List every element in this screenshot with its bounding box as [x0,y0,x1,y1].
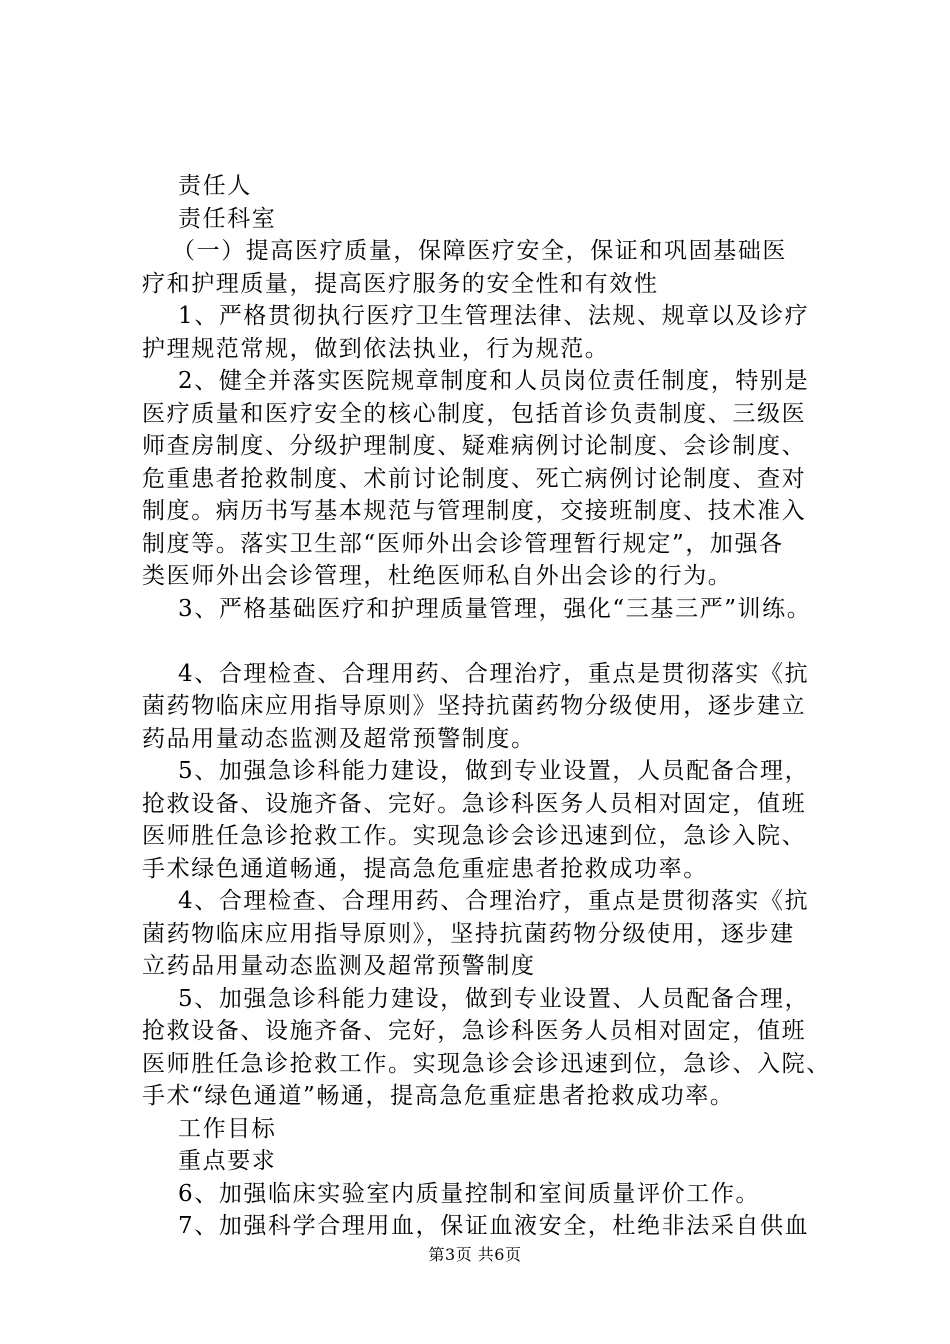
text-line: 医疗质量和医疗安全的核心制度，包括首诊负责制度、三级医 [142,400,807,427]
section-heading-line: 疗和护理质量，提高医疗服务的安全性和有效性 [142,270,659,297]
text-line: 手术“绿色通道”畅通，提高急危重症患者抢救成功率。 [142,1083,735,1109]
text-line: 医师胜任急诊抢救工作。实现急诊会诊迅速到位，急诊、入院、 [142,1050,831,1077]
text-line: 2、健全并落实医院规章制度和人员岗位责任制度，特别是 [178,368,810,394]
text-line: 师查房制度、分级护理制度、疑难病例讨论制度、会诊制度、 [142,433,807,459]
text-line: 责任人 [178,173,252,199]
text-line: 制度等。落实卫生部“医师外出会诊管理暂行规定”，加强各 [142,530,784,557]
text-line: 4、合理检查、合理用药、合理治疗，重点是贯彻落实《抗 [178,660,810,687]
text-line: 立药品用量动态监测及超常预警制度 [142,953,536,979]
section-heading-line: （一）提高医疗质量，保障医疗安全，保证和巩固基础医 [172,238,787,264]
text-line: 重点要求 [178,1148,277,1174]
text-line: 手术绿色通道畅通，提高急危重症患者抢救成功率。 [142,855,708,882]
text-line: 1、严格贯彻执行医疗卫生管理法律、法规、规章以及诊疗 [178,303,810,329]
text-line: 7、加强科学合理用血，保证血液安全，杜绝非法采自供血 [178,1213,810,1239]
text-line: 责任科室 [178,205,277,232]
text-line: 抢救设备、设施齐备、完好，急诊科医务人员相对固定，值班 [142,1018,807,1044]
text-line: 5、加强急诊科能力建设，做到专业设置，人员配备合理， [178,758,810,784]
blank-line [142,625,842,658]
text-line: 6、加强临床实验室内质量控制和室间质量评价工作。 [178,1180,761,1207]
text-line: 类医师外出会诊管理，杜绝医师私自外出会诊的行为。 [142,563,733,589]
text-line: 抢救设备、设施齐备、完好。急诊科医务人员相对固定，值班 [142,790,807,817]
text-line: 5、加强急诊科能力建设，做到专业设置、人员配备合理， [178,985,810,1012]
text-line: 4、合理检查、合理用药、合理治疗，重点是贯彻落实《抗 [178,888,810,914]
text-line: 工作目标 [178,1115,277,1142]
page-number-footer: 第3页 共6页 [428,1245,522,1264]
text-line: 药品用量动态监测及超常预警制度。 [142,725,536,752]
text-line: 制度。病历书写基本规范与管理制度，交接班制度、技术准入 [142,498,807,524]
text-line: 危重患者抢救制度、术前讨论制度、死亡病例讨论制度、查对 [142,465,807,492]
text-line: 3、严格基础医疗和护理质量管理，强化“三基三严”训练。 [178,595,812,622]
text-line: 护理规范常规，做到依法执业，行为规范。 [142,335,610,362]
text-line: 医师胜任急诊抢救工作。实现急诊会诊迅速到位，急诊入院、 [142,823,807,849]
text-line: 菌药物临床应用指导原则》坚持抗菌药物分级使用，逐步建立 [142,693,807,719]
text-line: 菌药物临床应用指导原则》，坚持抗菌药物分级使用，逐步建 [142,920,795,947]
document-body [142,170,842,1243]
